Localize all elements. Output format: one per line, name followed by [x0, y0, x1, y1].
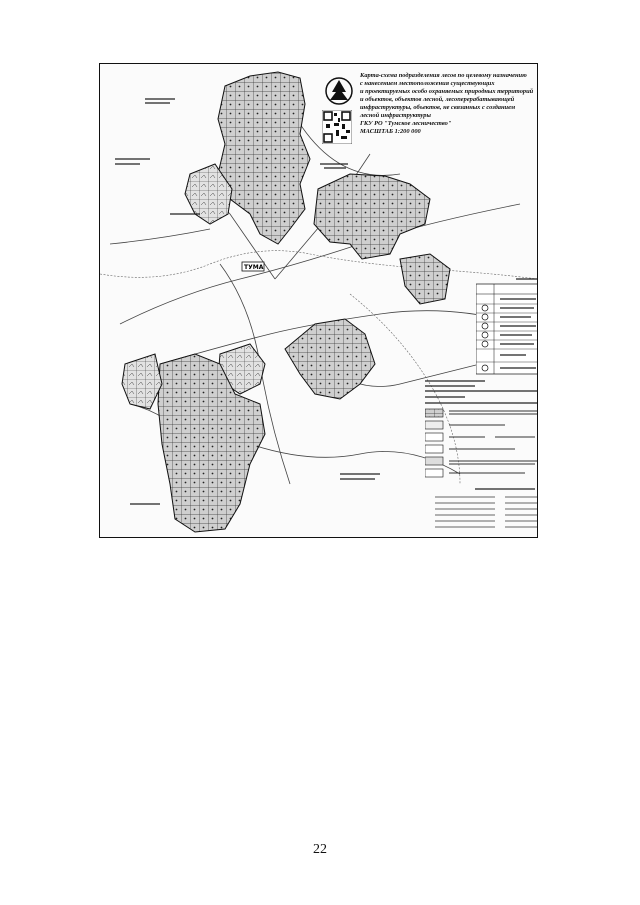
forest-block-west: [122, 354, 162, 409]
title-line: Карта-схема подразделения лесов по целевому назначению: [360, 72, 527, 79]
forestry-logo-icon: [324, 76, 354, 106]
title-line: с нанесением местоположения существующих: [360, 80, 495, 87]
forest-block-north: [218, 72, 310, 244]
map-title: [360, 72, 534, 136]
title-line: и объектов, объектов лесной, лесоперерабатывающей: [360, 96, 515, 103]
page-number: 22: [313, 842, 327, 857]
qr-code-icon: [322, 110, 352, 144]
title-line: лесной инфраструктуры: [360, 112, 431, 119]
town-marker: [242, 262, 264, 271]
title-line: и проектируемых особо охраняемых природных территорий: [360, 88, 534, 95]
title-line: инфраструктуры, объектов, не связанных с созданием: [360, 104, 516, 111]
forest-block-central: [218, 319, 375, 399]
title-line: ГКУ РО "Тумское лесничество": [360, 120, 452, 127]
map-legend: [425, 377, 538, 535]
forest-block-east: [314, 174, 450, 304]
forestry-districts-table: [476, 276, 538, 376]
town-label: ТУМА: [244, 264, 264, 271]
title-line: МАСШТАБ 1:200 000: [360, 128, 421, 135]
forest-map: [99, 63, 538, 538]
